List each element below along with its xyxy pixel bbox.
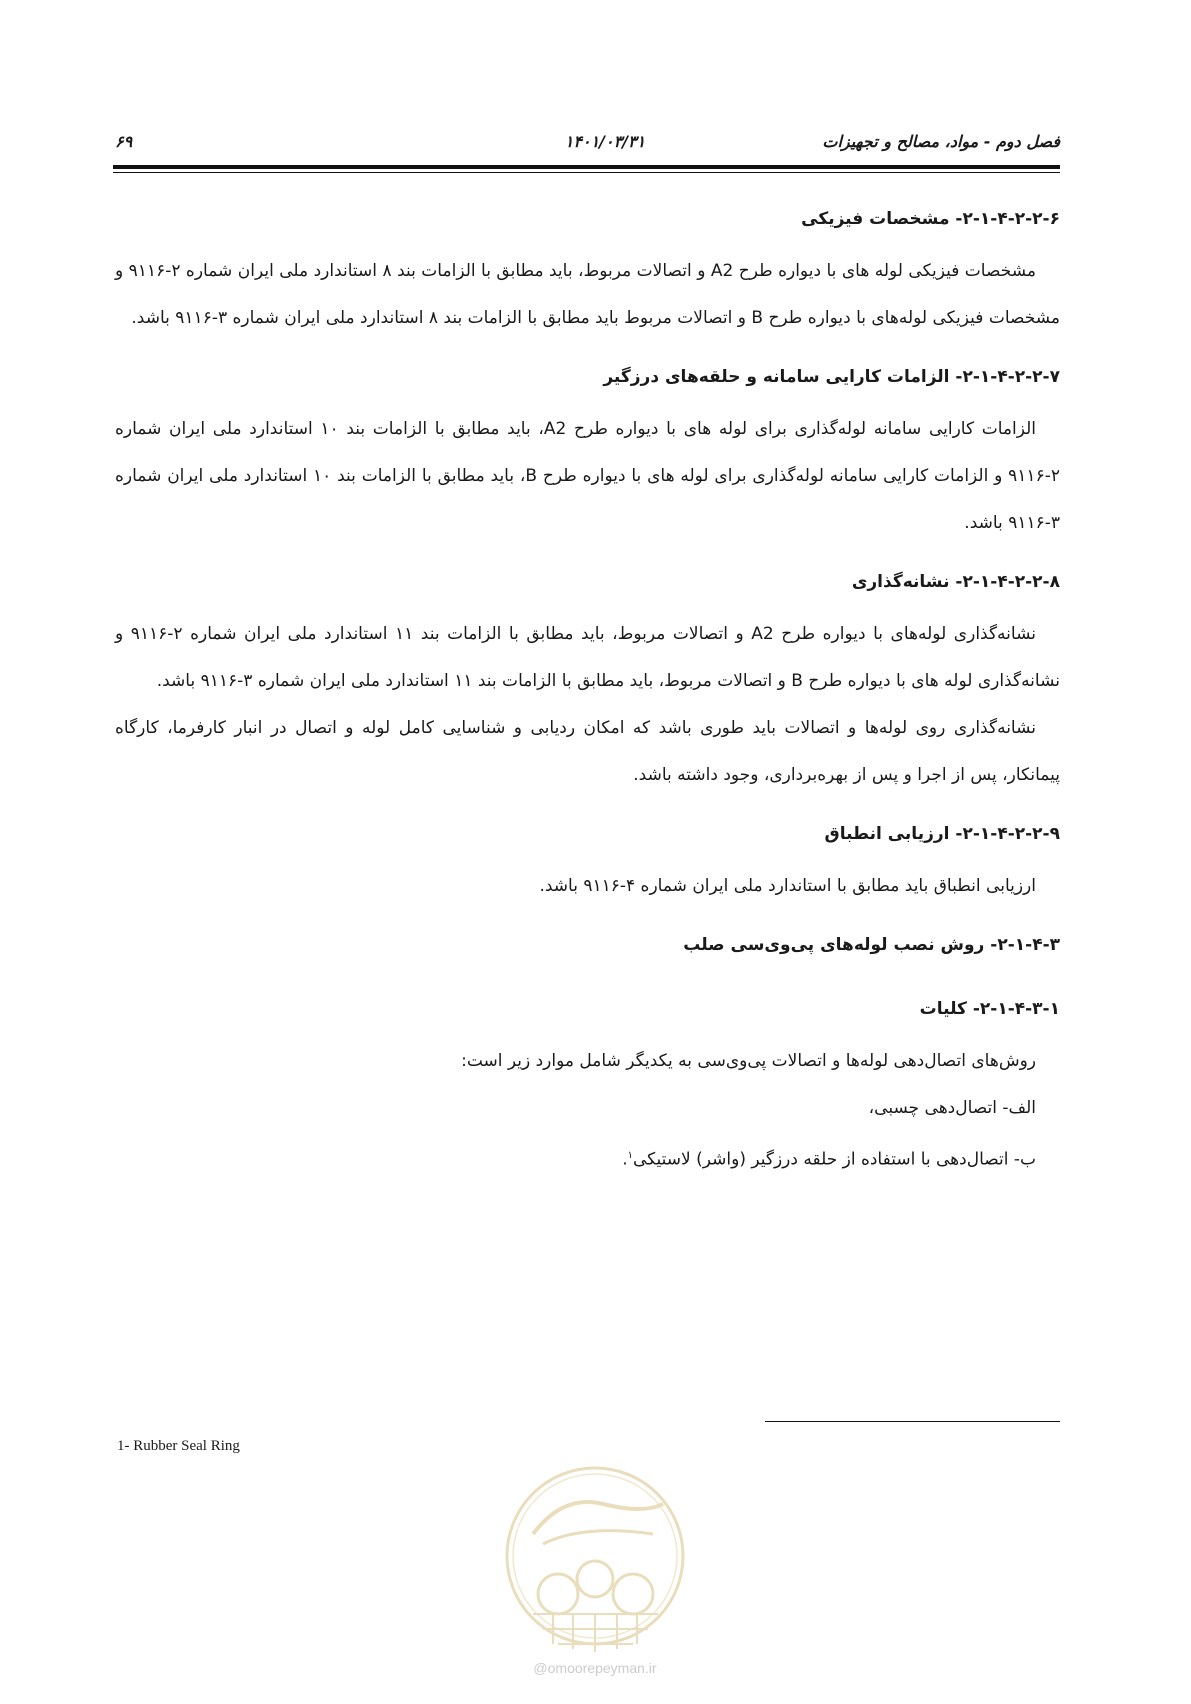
general-intro: روش‌های اتصال‌دهی لوله‌ها و اتصالات پی‌وی‌سی به یکدیگر شامل موارد زیر است: (461, 1051, 1036, 1071)
section-heading-general: ۲-۱-۴-۳-۱- کلیات (919, 999, 1060, 1019)
list-item-rubber-seal (115, 1132, 1060, 1184)
section-paragraph-conformity: ارزیابی انطباق باید مطابق با استاندارد ملی ایران شماره ۴-۹۱۱۶ باشد. (539, 876, 1036, 896)
section-heading-installation: ۲-۱-۴-۳- روش نصب لوله‌های پی‌وی‌سی صلب (683, 935, 1060, 955)
section-paragraph-performance: الزامات کارایی سامانه لوله‌گذاری برای لوله های با دیواره طرح A2، باید مطابق با الزامات بند ۱۰ استاندارد ملی ایران شماره ۲-۹۱۱۶ و الزامات کارایی سامانه لوله‌گذاری برای لوله های با دیواره طرح B، باید مطابق با الزامات بند ۱۰ استاندارد ملی ایران شماره ۳-۹۱۱۶ باشد. (115, 419, 1060, 533)
footnote-separator (765, 1421, 1060, 1422)
footnote-reference[interactable]: ۱ (627, 1150, 633, 1161)
section-paragraph-physical-specs: مشخصات فیزیکی لوله های با دیواره طرح A2 و اتصالات مربوط، باید مطابق با الزامات بند ۸ استاندارد ملی ایران شماره ۲-۹۱۱۶ و مشخصات فیزیکی لوله‌های با دیواره طرح B و اتصالات مربوط باید مطابق با الزامات بند ۸ استاندارد ملی ایران شماره ۳-۹۱۱۶ باشد. (115, 261, 1060, 328)
footnote: 1- Rubber Seal Ring (117, 1438, 240, 1454)
section-heading-conformity: ۲-۱-۴-۲-۲-۹- ارزیابی انطباق (824, 824, 1060, 844)
section-heading-performance: ۲-۱-۴-۲-۲-۷- الزامات کارایی سامانه و حلقه‌های درزگیر (603, 367, 1060, 387)
section-heading-physical-specs: ۲-۱-۴-۲-۲-۶- مشخصات فیزیکی (801, 209, 1060, 229)
list-item-rubber-seal-text: ب- اتصال‌دهی با استفاده از حلقه درزگیر (واشر) لاستیکی (632, 1149, 1036, 1170)
header-date: ۱۴۰۱/۰۳/۳۱ (564, 132, 646, 151)
section-heading-marking: ۲-۱-۴-۲-۲-۸- نشانه‌گذاری (851, 572, 1060, 592)
list-item-adhesive: الف- اتصال‌دهی چسبی، (868, 1098, 1036, 1118)
page-number: ۶۹ (115, 132, 133, 151)
watermark-url: @omoorepeyman.ir (533, 1660, 657, 1676)
header-rule-thin (113, 172, 1060, 173)
page-body (115, 204, 1060, 1184)
section-paragraph-marking-2: نشانه‌گذاری روی لوله‌ها و اتصالات باید طوری باشد که امکان ردیابی و شناسایی کامل لوله و اتصال در انبار کارفرما، کارگاه پیمانکار، پس از اجرا و پس از بهره‌برداری، وجود داشته باشد. (115, 718, 1060, 785)
header-rule-thick (113, 165, 1060, 169)
section-paragraph-marking: نشانه‌گذاری لوله‌های با دیواره طرح A2 و اتصالات مربوط، باید مطابق با الزامات بند ۱۱ استاندارد ملی ایران شماره ۲-۹۱۱۶ و نشانه‌گذاری لوله های با دیواره طرح B و اتصالات مربوط، باید مطابق با الزامات بند ۱۱ استاندارد ملی ایران شماره ۳-۹۱۱۶ باشد. (115, 624, 1060, 691)
chapter-title: فصل دوم - مواد، مصالح و تجهیزات (822, 132, 1060, 151)
page-header (115, 128, 1060, 160)
list-item-rubber-seal-end: . (622, 1149, 628, 1170)
